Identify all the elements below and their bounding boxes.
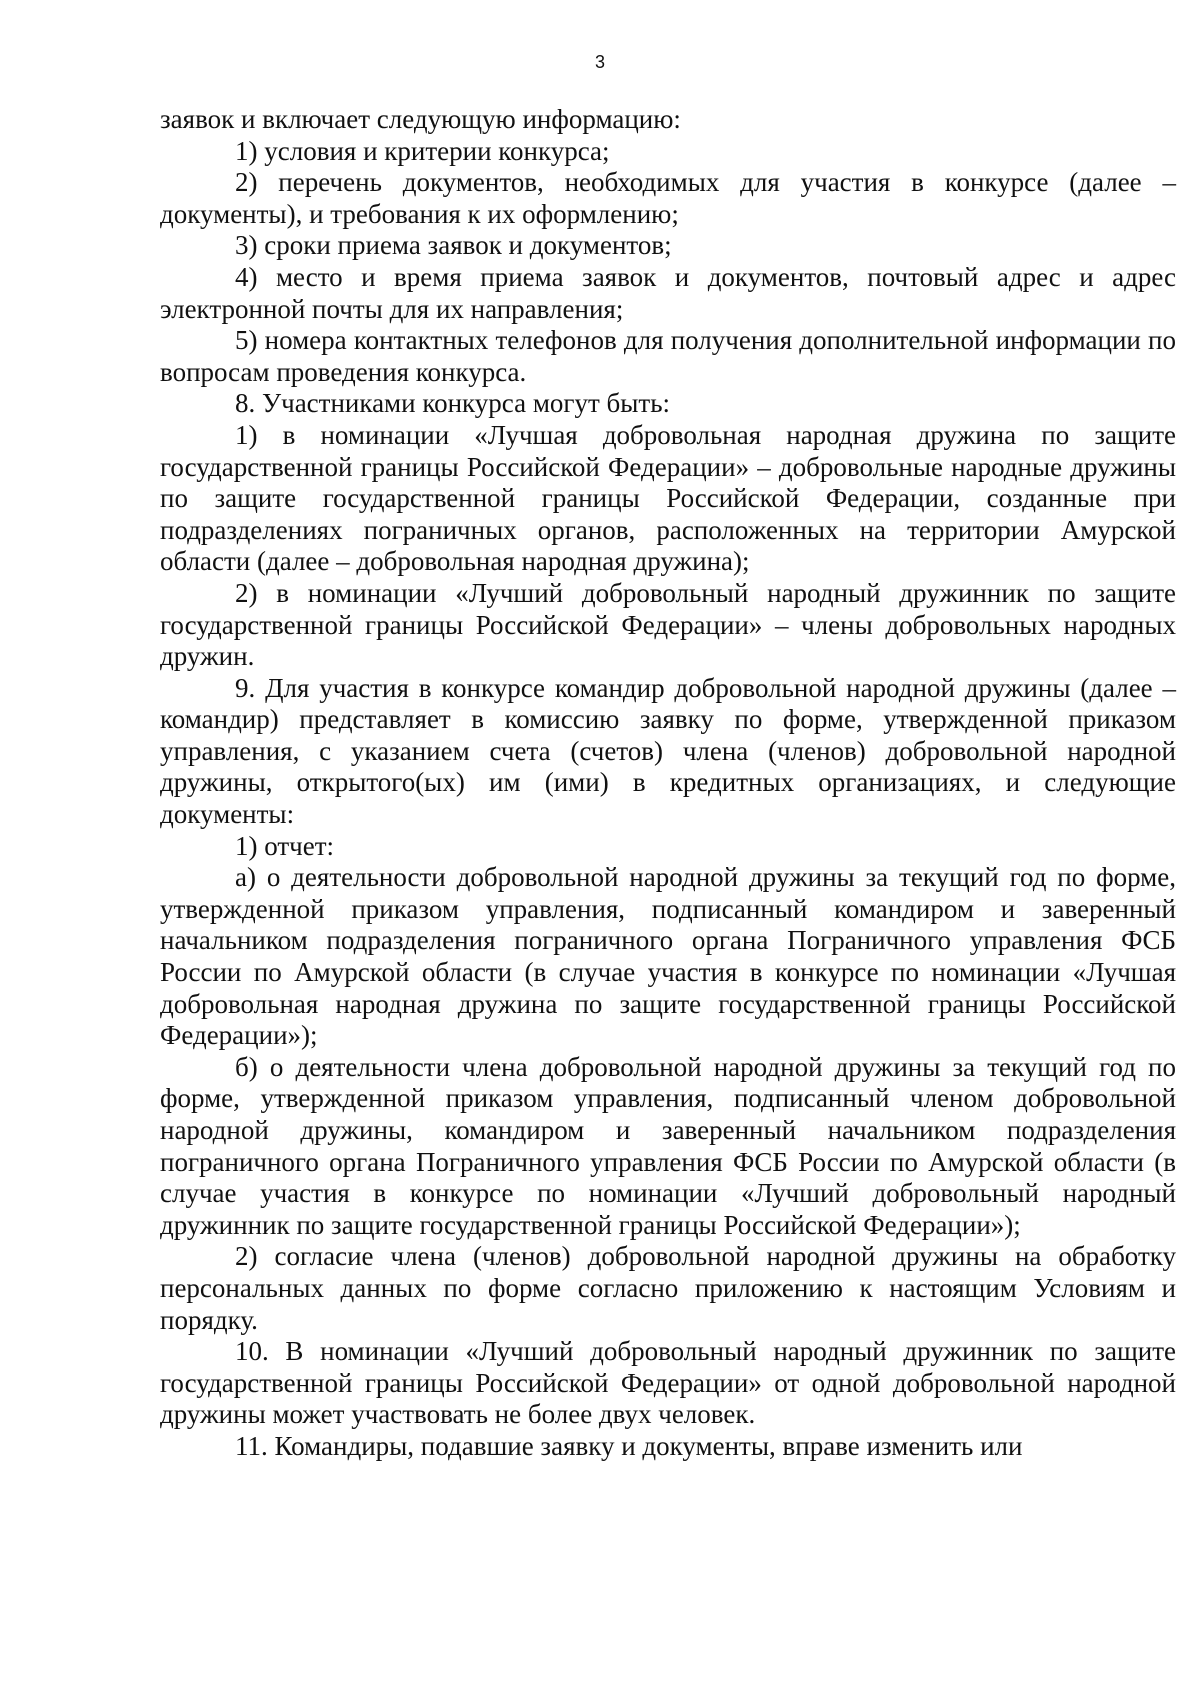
document-paragraph: а) о деятельности добровольной народной дружины за текущий год по форме, утвержденной приказом управления, подписанный командиром и заверенный начальником подразделения пограничного органа Пограничного управления ФСБ России по Амурской области (в случае участия в конкурсе по номинации «Лучшая добровольная народная дружина по защите государственной границы Российской Федерации»); [160,862,1176,1051]
document-paragraph: 10. В номинации «Лучший добровольный народный дружинник по защите государственной границы Российской Федерации» от одной добровольной народной дружины может участвовать не более двух человек. [160,1336,1176,1430]
document-paragraph: 2) согласие члена (членов) добровольной народной дружины на обработку персональных данных по форме согласно приложению к настоящим Условиям и порядку. [160,1241,1176,1335]
document-body [160,104,1176,1463]
document-paragraph: 9. Для участия в конкурсе командир добровольной народной дружины (далее – командир) представляет в комиссию заявку по форме, утвержденной приказом управления, с указанием счета (счетов) члена (членов) добровольной народной дружины, открытого(ых) им (ими) в кредитных организациях, и следующие документы: [160,672,1176,830]
document-paragraph: 2) в номинации «Лучший добровольный народный дружинник по защите государственной границы Российской Федерации» – члены добровольных народных дружин. [160,577,1176,672]
document-paragraph: 1) отчет: [235,830,335,861]
document-paragraph: 2) перечень документов, необходимых для участия в конкурсе (далее – документы), и требования к их оформлению; [160,167,1176,229]
document-paragraph: 4) место и время приема заявок и документов, почтовый адрес и адрес электронной почты для их направления; [160,261,1176,324]
document-paragraph: 1) условия и критерии конкурса; [235,135,610,166]
document-paragraph: б) о деятельности члена добровольной народной дружины за текущий год по форме, утвержденной приказом управления, подписанный членом добровольной народной дружины, командиром и заверенный начальником подразделения пограничного органа Пограничного управления ФСБ России по Амурской области (в случае участия в конкурсе по номинации «Лучший добровольный народный дружинник по защите государственной границы Российской Федерации»); [160,1051,1176,1240]
document-paragraph: 8. Участниками конкурса могут быть: [235,388,671,419]
document-paragraph: 3) сроки приема заявок и документов; [235,230,672,261]
document-paragraph: 11. Командиры, подавшие заявку и документы, вправе изменить или [235,1430,1023,1461]
document-paragraph: 1) в номинации «Лучшая добровольная народная дружина по защите государственной границы Российской Федерации» – добровольные народные дружины по защите государственной границы Российской Федерации, созданные при подразделениях пограничных органов, расположенных на территории Амурской области (далее – добровольная народная дружина); [160,419,1176,577]
page-number: 3 [594,52,605,72]
document-paragraph: 5) номера контактных телефонов для получения дополнительной информации по вопросам проведения конкурса. [160,325,1176,387]
document-paragraph: заявок и включает следующую информацию: [160,104,681,134]
